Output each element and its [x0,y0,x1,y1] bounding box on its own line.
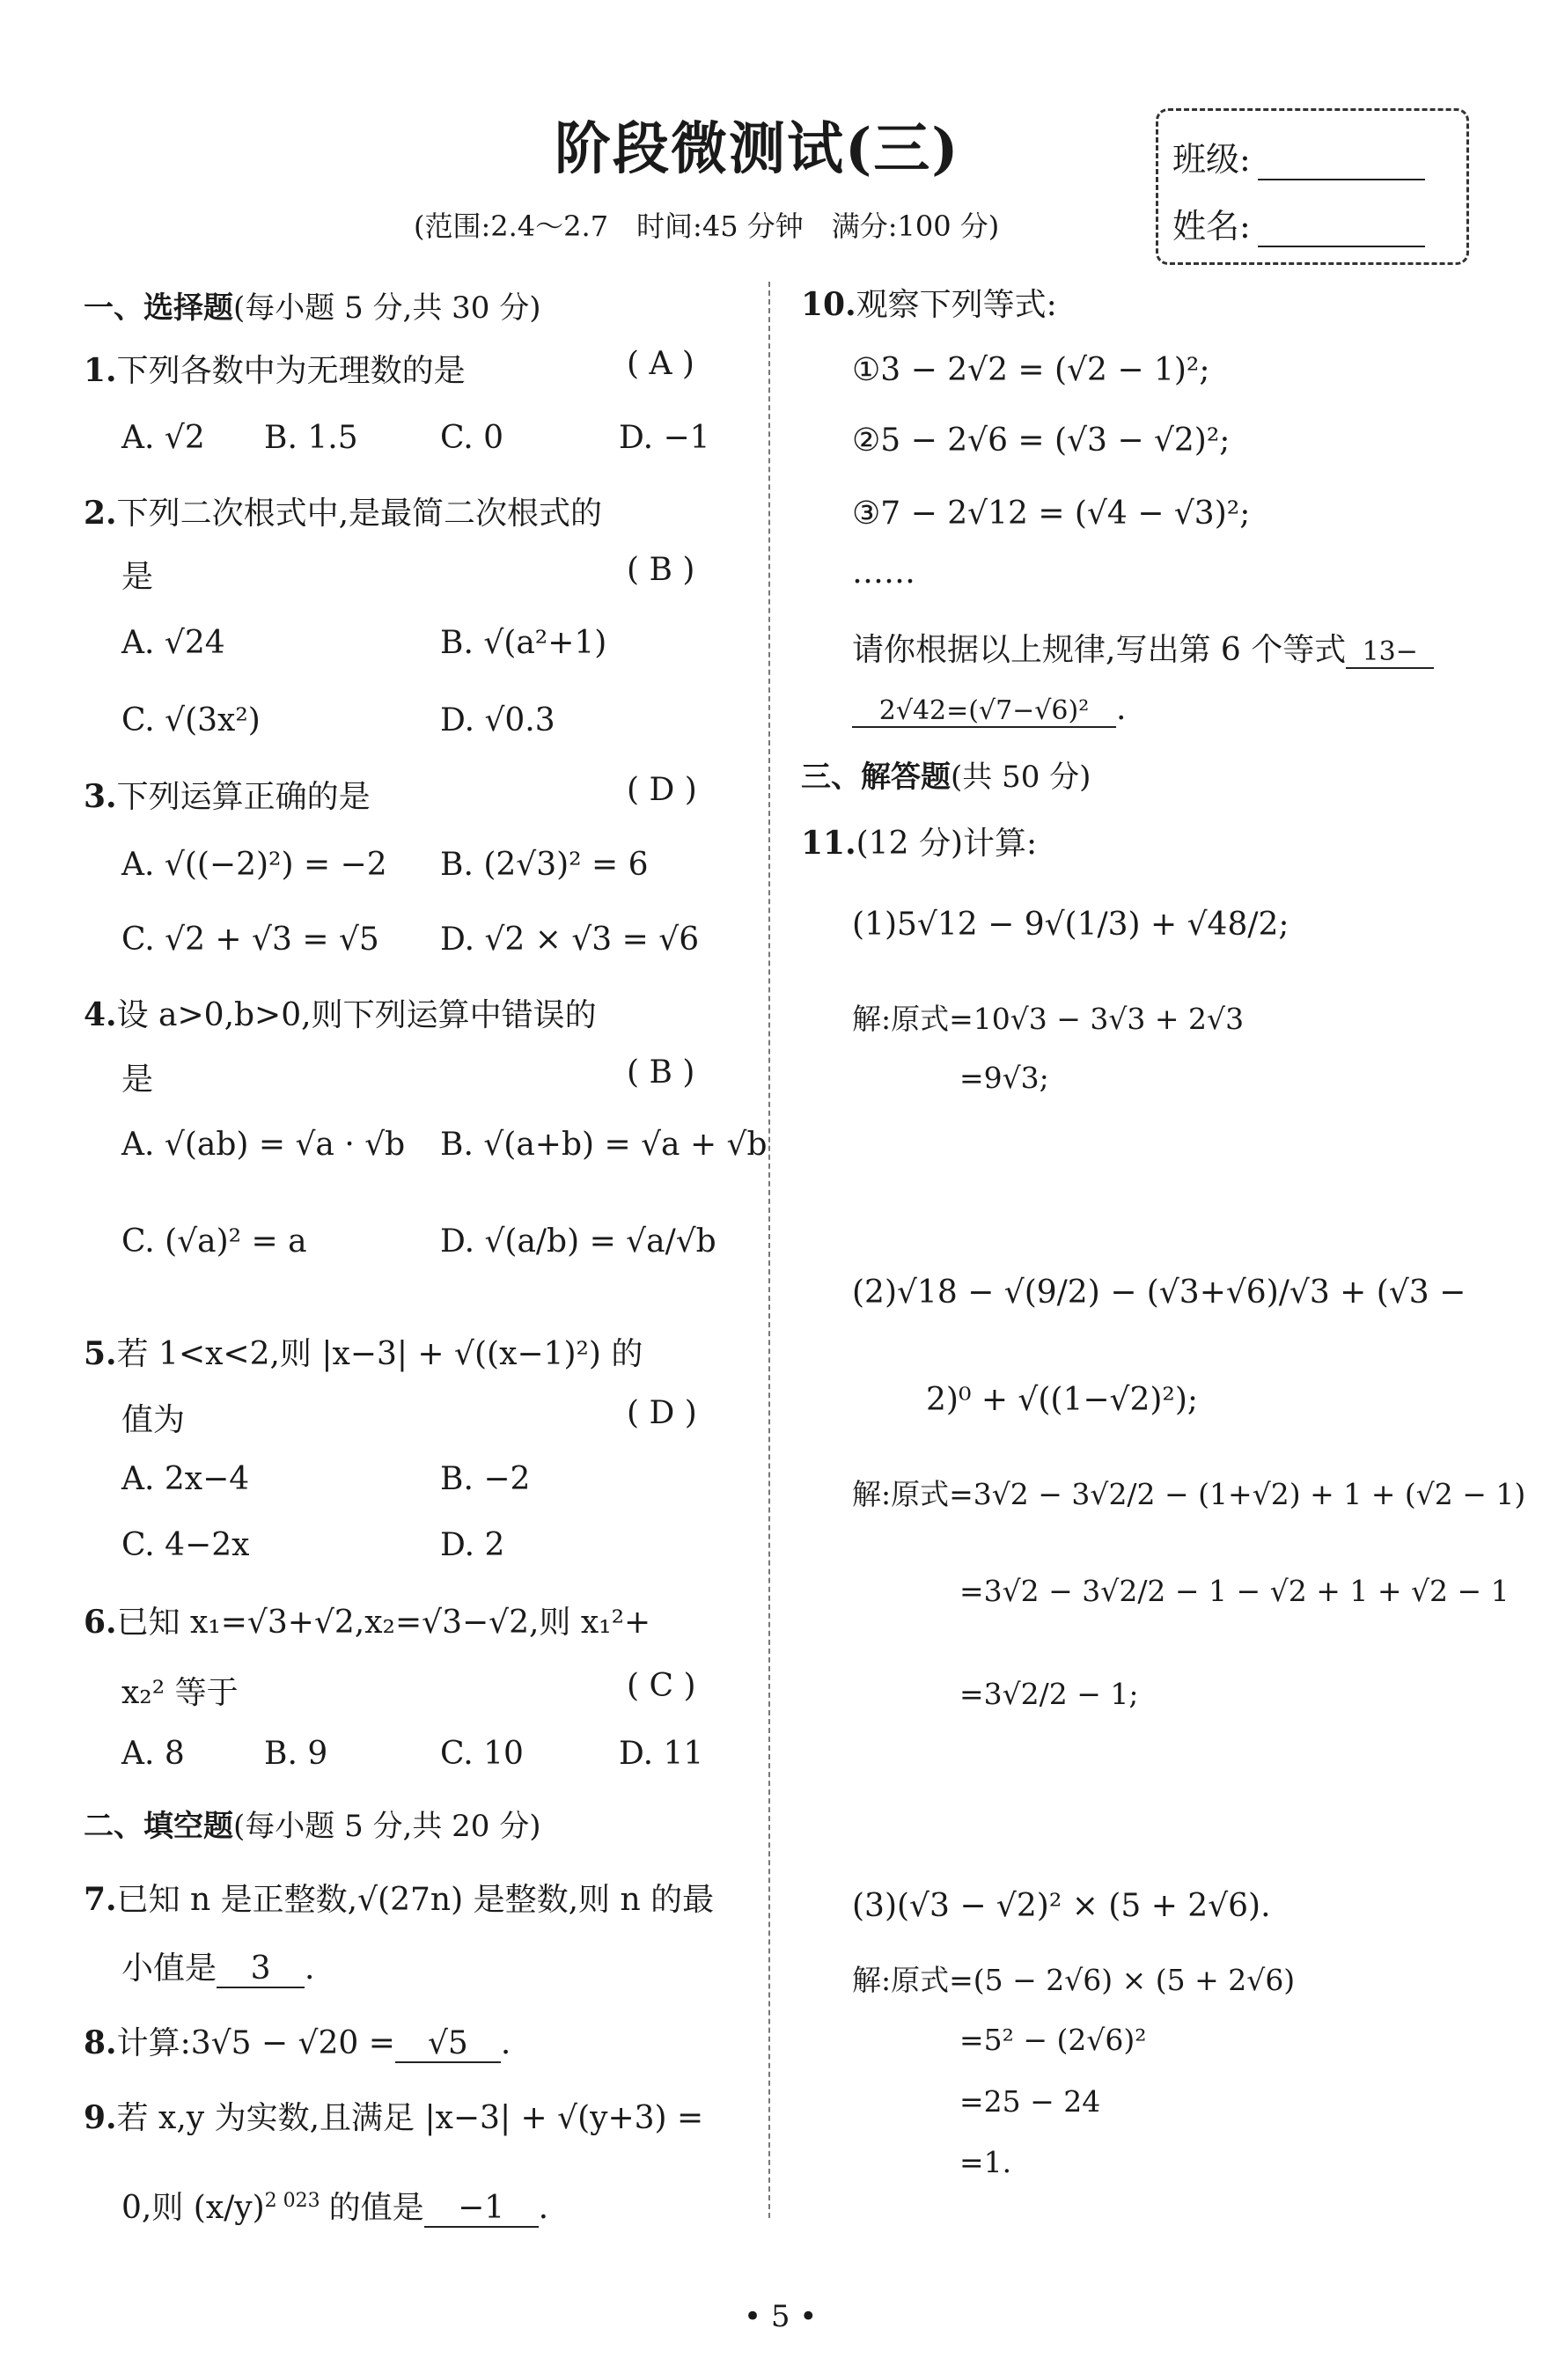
question-2-cont: 是 [121,559,154,595]
part-2-solution-line-3: =3√2/2 − 1; [959,1677,1139,1711]
answer-3: ( D ) [627,772,697,808]
part-3-solution-line-2: =5² − (2√6)² [959,2023,1147,2057]
exponent: 2 023 [264,2190,320,2212]
part-3-solution-line-3: =25 − 24 [959,2084,1101,2119]
question-5-cont: 值为 [121,1402,186,1438]
section-title: 一、选择题 [84,290,233,326]
part-1-solution-line-2: =9√3; [959,1061,1049,1095]
option-b: B. √(a²+1) [440,625,607,661]
option-b: B. 1.5 [264,420,358,456]
ellipsis: …… [852,555,915,591]
answer-6: ( C ) [627,1668,696,1704]
option-c: C. √(3x²) [121,702,261,738]
part-2-solution-line-2: =3√2 − 3√2/2 − 1 − √2 + 1 + √2 − 1 [959,1574,1510,1608]
answer-blank: 13− [1346,636,1434,669]
equation-2: ②5 − 2√6 = (√3 − √2)²; [852,422,1231,459]
question-text: 下列运算正确的是 [116,779,371,815]
question-text: 若 x,y 为实数,且满足 |x−3| + √(y+3) = [116,2100,704,2136]
section-note: (共 50 分) [951,760,1091,795]
question-10-ask-cont [852,691,1126,728]
question-number: 4. [84,996,117,1033]
option-b: B. 9 [264,1736,328,1772]
question-number: 9. [84,2099,117,2136]
answer-blank: −1 [424,2190,539,2228]
question-number: 8. [84,2024,117,2061]
question-9 [84,2093,703,2138]
option-a: A. √((−2)²) = −2 [121,847,387,883]
question-9-cont [121,2183,548,2228]
option-b: B. −2 [440,1461,531,1497]
question-number: 3. [84,778,117,815]
question-text: 0,则 (x/y) [121,2190,265,2226]
student-info-box [1156,108,1469,265]
name-field [1172,199,1425,247]
name-label: 姓名: [1172,207,1251,246]
class-blank[interactable] [1258,152,1425,180]
part-3-solution-line-4: =1. [959,2145,1012,2179]
question-4-cont: 是 [121,1061,154,1098]
section-answer-heading [801,753,1091,796]
question-text: 的值是 [328,2190,424,2226]
part-1: (1)5√12 − 9√(1/3) + √48/2; [852,907,1289,943]
option-c: C. (√a)² = a [121,1223,307,1260]
question-number: 2. [84,495,117,532]
answer-blank: 2√42=(√7−√6)² [852,695,1116,728]
question-number: 11. [801,825,856,862]
test-scope-line: (范围:2.4～2.7 时间:45 分钟 满分:100 分) [414,209,1000,243]
question-text: 下列各数中为无理数的是 [116,353,466,389]
question-text: (12 分)计算: [856,826,1038,862]
question-7-cont [121,1943,314,1988]
option-a: A. 8 [121,1736,185,1772]
question-number: 5. [84,1335,117,1372]
option-d: D. 2 [440,1527,505,1563]
question-text: 已知 x₁=√3+√2,x₂=√3−√2,则 x₁²+ [116,1605,651,1641]
question-text: 已知 n 是正整数,√(27n) 是整数,则 n 的最 [116,1882,715,1918]
option-a: A. 2x−4 [121,1461,250,1497]
part-3-solution-line-1: 解:原式=(5 − 2√6) × (5 + 2√6) [852,1963,1296,1997]
section-fill-heading [84,1802,540,1845]
question-10 [801,280,1057,325]
part-2: (2)√18 − √(9/2) − (√3+√6)/√3 + (√3 − [852,1274,1466,1311]
section-choice-heading [84,283,540,327]
option-d: D. √(a/b) = √a/√b [440,1223,716,1260]
answer-blank: 3 [217,1950,305,1988]
equation-1: ①3 − 2√2 = (√2 − 1)²; [852,352,1210,388]
page-number: • 5 • [744,2299,818,2334]
option-c: C. 4−2x [121,1527,250,1563]
option-d: D. √0.3 [440,702,555,738]
period: . [305,1950,315,1987]
question-10-ask [852,625,1434,670]
option-a: A. √(ab) = √a · √b [121,1127,406,1163]
section-title: 三、解答题 [801,760,951,795]
answer-1: ( A ) [627,346,694,382]
question-text: 计算:3√5 − √20 = [116,2025,395,2061]
option-b: B. √(a+b) = √a + √b [440,1127,768,1163]
question-6 [84,1598,650,1642]
option-d: D. −1 [619,420,710,456]
section-title: 二、填空题 [84,1809,233,1844]
question-text: 请你根据以上规律,写出第 6 个等式 [852,632,1347,668]
option-a: A. √2 [121,420,205,456]
question-5 [84,1329,643,1374]
option-c: C. √2 + √3 = √5 [121,922,379,958]
question-3 [84,772,371,817]
name-blank[interactable] [1258,219,1425,247]
option-d: D. 11 [619,1736,704,1772]
question-number: 10. [801,286,856,323]
question-text: 设 a>0,b>0,则下列运算中错误的 [116,997,597,1033]
period: . [1116,691,1127,727]
option-d: D. √2 × √3 = √6 [440,922,700,958]
part-2-solution-line-1: 解:原式=3√2 − 3√2/2 − (1+√2) + 1 + (√2 − 1) [852,1477,1526,1511]
answer-blank: √5 [395,2025,501,2063]
class-field [1172,132,1425,180]
equation-3: ③7 − 2√12 = (√4 − √3)²; [852,496,1251,532]
column-divider [768,282,770,2218]
option-a: A. √24 [121,625,225,661]
question-number: 6. [84,1604,117,1641]
period: . [538,2190,549,2226]
question-text: 小值是 [121,1950,217,1987]
option-c: C. 0 [440,420,504,456]
question-text: 下列二次根式中,是最简二次根式的 [116,496,603,532]
page-title: 阶段微测试(三) [555,116,960,182]
question-number: 1. [84,352,117,389]
section-note: (每小题 5 分,共 30 分) [233,290,541,326]
question-6-cont: x₂² 等于 [121,1675,239,1711]
option-c: C. 10 [440,1736,524,1772]
answer-4: ( B ) [627,1054,695,1091]
question-2 [84,488,602,533]
question-7 [84,1875,714,1920]
answer-2: ( B ) [627,552,695,588]
section-note: (每小题 5 分,共 20 分) [233,1809,541,1844]
question-number: 7. [84,1881,117,1918]
period: . [500,2025,511,2061]
question-8 [84,2018,511,2063]
option-b: B. (2√3)² = 6 [440,847,649,883]
question-11 [801,819,1037,863]
question-text: 观察下列等式: [856,287,1057,323]
question-4 [84,990,597,1035]
question-1 [84,346,466,391]
answer-5: ( D ) [627,1395,697,1431]
question-text: 若 1<x<2,则 |x−3| + √((x−1)²) 的 [116,1336,643,1372]
class-label: 班级: [1172,140,1251,179]
part-3: (3)(√3 − √2)² × (5 + 2√6). [852,1888,1271,1924]
part-2-cont: 2)⁰ + √((1−√2)²); [926,1382,1199,1418]
part-1-solution-line-1: 解:原式=10√3 − 3√3 + 2√3 [852,1002,1245,1036]
